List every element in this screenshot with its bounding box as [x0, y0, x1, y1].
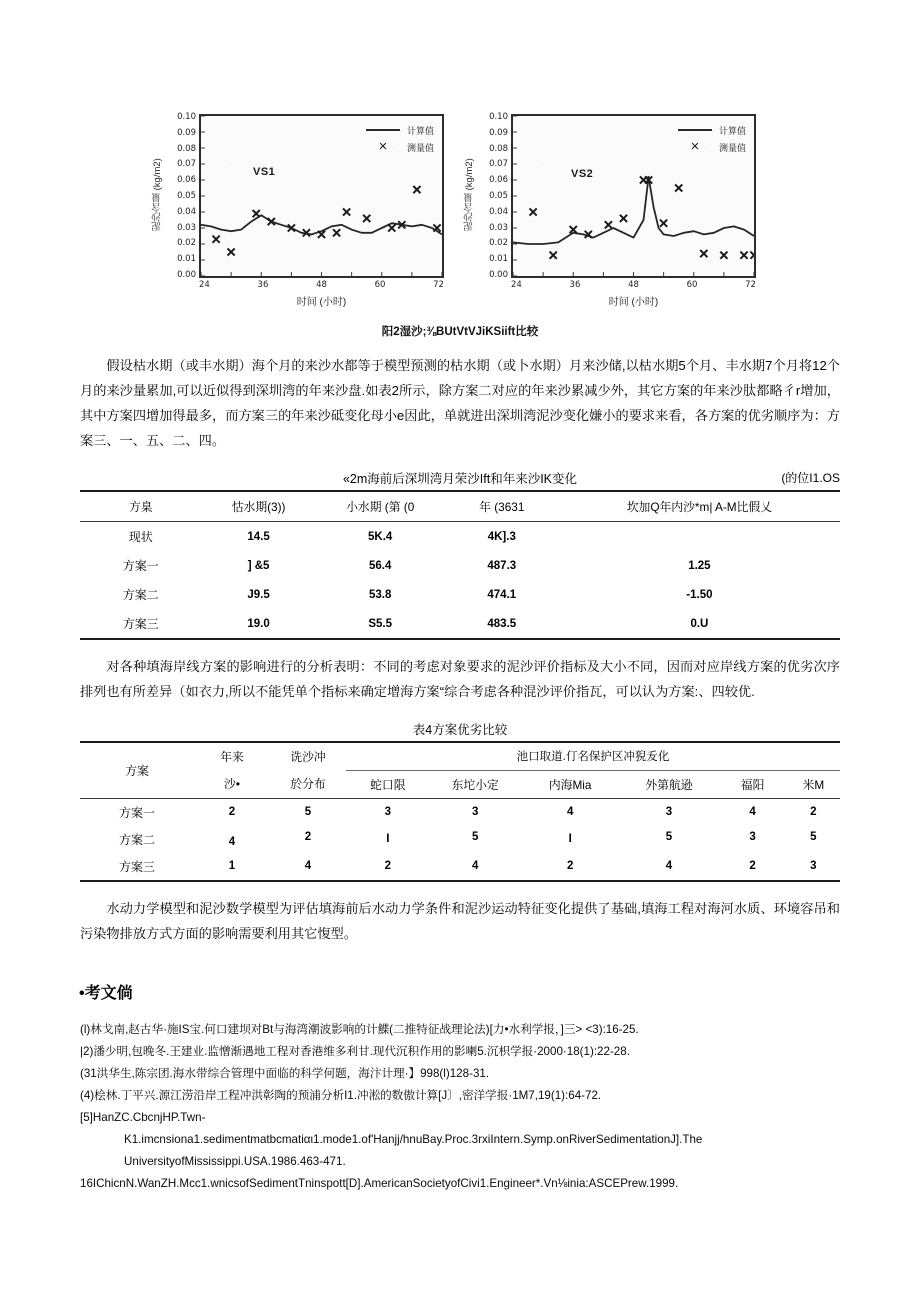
reference-item-continuation: UniversityofMississippi.USA.1986.463-471.: [124, 1154, 346, 1168]
y-tick: 0.03: [177, 222, 196, 233]
table4-row0-c0: 2: [228, 806, 236, 818]
table4-header-row-top: [80, 742, 840, 770]
legend-entry-measured: [678, 141, 746, 153]
table4-body: [80, 798, 840, 881]
table4-title-row: [80, 720, 840, 738]
table2-row3-c0: 19.0: [247, 617, 270, 630]
table4-row1-c0: 4: [228, 835, 236, 848]
chart-vs1-tag: VS1: [253, 166, 276, 178]
table4-row1-c3: 5: [471, 830, 479, 843]
chart-vs2: [466, 110, 766, 315]
y-tick: 0.00: [489, 269, 508, 280]
table4-col-fuyang: 福阳: [740, 777, 765, 792]
table4-group-header: 池口取道.仃名保护区冲猊叐化: [346, 742, 840, 770]
table2-unit: (的位I1.OS: [781, 471, 840, 485]
table2-row0-c3: [559, 522, 840, 552]
table4-row2-scheme: 方案三: [118, 859, 155, 874]
table2-col-change: 坎加Q年内沙*m| A-M比假乂: [626, 500, 773, 514]
legend-label: 计算值: [406, 125, 434, 136]
figure-caption: 阳2湿沙;⅜BUtVtVJiKSiift比较: [381, 326, 539, 338]
x-tick: 36: [569, 280, 581, 290]
table-row: [80, 551, 840, 580]
reference-item: (4)桧林.丁平兴.源江涝沿岸工程冲洪彰陶的预浦分析I1.冲淞的数傲计算[J〕,密洋学报·1M7,19(1):64-72.: [80, 1088, 602, 1102]
table2-col-scheme: 方臬: [128, 500, 153, 514]
table2-row2-c2: 474.1: [487, 588, 517, 601]
y-tick: 0.06: [489, 175, 508, 186]
table4-col-yearsand-bot: 沙•: [224, 777, 240, 792]
x-tick: 60: [374, 280, 386, 290]
table2-col-dry: 怙水期(3)): [231, 500, 286, 514]
table-row: [80, 853, 840, 881]
y-tick: 0.07: [177, 159, 196, 170]
chart-vs1-x-ticks: [199, 280, 444, 290]
chart-vs1-y-axis-label: 泥沙含量 (kg/m2): [152, 158, 163, 232]
table4-row0-c4: 4: [566, 806, 574, 818]
chart-vs1-y-ticks: [166, 112, 196, 280]
table2-row1-c1: 56.4: [368, 559, 392, 572]
table4-row2-c4: 2: [566, 860, 574, 872]
chart-vs2-legend: [678, 124, 746, 158]
table4-row0-c5: 3: [665, 806, 673, 818]
y-tick: 0.05: [177, 190, 196, 201]
legend-entry-calculated: [366, 124, 434, 136]
x-tick: 24: [511, 280, 522, 290]
line-swatch-icon: [678, 129, 712, 131]
table2-row1-c2: 487.3: [487, 559, 517, 572]
y-tick: 0.09: [489, 127, 508, 138]
y-tick: 0.07: [489, 159, 508, 170]
y-tick: 0.01: [489, 254, 508, 265]
y-tick: 0.03: [489, 222, 508, 233]
table4-col-mim: 米M: [802, 777, 825, 792]
chart-vs2-y-axis-label: 泥沙含量 (kg/m2): [464, 158, 475, 232]
table2-title-row: [80, 469, 840, 487]
y-tick: 0.08: [489, 143, 508, 154]
table2-row3-c2: 483.5: [487, 617, 517, 630]
table4-row2-c6: 2: [749, 860, 756, 872]
chart-vs1-plot-area: [199, 114, 444, 278]
table4-row1-c2: I: [386, 833, 390, 845]
table4-row1-c4: I: [568, 833, 572, 845]
y-tick: 0.02: [177, 238, 196, 249]
table4-col-distribution-bot: 於分布: [290, 777, 326, 792]
y-tick: 0.00: [177, 269, 196, 280]
table4-row0-c1: 5: [304, 806, 312, 818]
x-tick: 72: [745, 280, 756, 290]
table2-row2-c3: -1.50: [686, 588, 713, 601]
table2-row2-c1: 53.8: [368, 588, 392, 601]
reference-item-continuation: K1.imcnsiona1.sedimentmatbcmatiαι1.mode1.of'Hanjj/hnuBay.Proc.3rxiIntern.Symp.onRiverSedimentationJ].The: [124, 1132, 703, 1146]
chart-vs2-x-ticks: [511, 280, 756, 290]
x-tick: 48: [628, 280, 639, 290]
y-tick: 0.04: [489, 206, 508, 217]
table2-row3-c1: S5.5: [368, 617, 393, 630]
chart-vs2-plot-area: [511, 114, 756, 278]
table-row: [80, 580, 840, 609]
table4-col-distribution-top: 诜沙冲: [290, 750, 326, 764]
table2-row3-scheme: 方案三: [122, 617, 159, 631]
y-tick: 0.09: [177, 127, 196, 138]
table4-row1-c7: 5: [810, 830, 817, 843]
table4-col-shekou: 蛇口限: [370, 777, 406, 792]
table2: [80, 490, 840, 640]
table4-title: 表4方案优劣比较: [412, 723, 508, 737]
legend-entry-measured: [366, 141, 434, 153]
table2-row0-c2: 4K].3: [487, 530, 516, 543]
chart-vs1: [154, 110, 454, 315]
chart-vs1-x-axis-label: 时间 (小时): [296, 297, 347, 308]
table2-title: «2m海前后深圳湾月荣沙Ift和年来沙IK变化: [342, 472, 578, 486]
table2-row0-scheme: 现状: [128, 530, 153, 544]
chart-vs1-legend: [366, 124, 434, 158]
table4-row2-c1: 4: [304, 860, 312, 872]
table-row: [80, 609, 840, 639]
table4-row0-c7: 2: [810, 806, 817, 818]
table2-row1-c3: 1.25: [688, 559, 711, 572]
paragraph-1: 假设枯水期（或丰水期）海个月的来沙水都等于模型预测的枯水期（或卜水期）月来沙储,以枯水期5个月、丰水期7个月将12个月的来沙量累加,可以近似得到深圳湾的年来沙盘.如表2所示，除方案二对应的年来沙累减少外，其它方案的年来沙肽都略彳r增加，其中方案四增加得最多，而方案三的年来沙砥变化母小e因此，单就进出深圳湾泥沙变化嫌小的要求来看，各方案的优劣顺序为：方案三、一、五、二、四。: [80, 358, 840, 448]
legend-label: 测量值: [718, 142, 746, 153]
table2-row0-c0: 14.5: [247, 530, 270, 543]
chart-vs2-y-ticks: [478, 112, 508, 280]
legend-label: 计算值: [718, 125, 746, 136]
table4-col-dongwan: 东坨小定: [451, 777, 499, 792]
chart-vs2-tag: VS2: [571, 168, 594, 180]
x-tick: 72: [433, 280, 444, 290]
reference-item: |2)潘少明,包晚冬.王建业.监憎渐遇地工程对香港维多利甘.现代沉积作用的影喇5.沉枳学报·2000·18(1):22-28.: [80, 1044, 630, 1058]
table2-header-row: [80, 491, 840, 522]
table4-col-waidi: 外第航逊: [645, 777, 693, 792]
reference-item: (31洪华生,陈宗团.海水带综合管理中面临的科学何题，海汴计理·】998(l)128-31.: [80, 1066, 490, 1080]
table4-row0-scheme: 方案一: [118, 805, 155, 820]
table4: [80, 741, 840, 882]
table4-col-yearsand-top: 年来: [220, 750, 244, 764]
x-tick: 36: [257, 280, 269, 290]
references-heading: •考文倘: [79, 984, 133, 1002]
y-tick: 0.06: [177, 175, 196, 186]
table2-row0-c1: 5K.4: [368, 530, 393, 543]
table4-row1-c5: 5: [665, 830, 673, 843]
x-tick: 48: [316, 280, 327, 290]
paragraph-3: 水动力学模型和泥沙数学模型为评估填海前后水动力学条件和泥沙运动特征变化提供了基础,填海工程对海河水质、环境容吊和污染物排放方式方面的影响需要利用其它愎型。: [80, 900, 840, 941]
table4-col-scheme: 方案: [125, 763, 149, 778]
cross-marker-icon: ✕: [378, 140, 388, 153]
x-tick: 24: [199, 280, 210, 290]
y-tick: 0.02: [489, 238, 508, 249]
table4-row1-scheme: 方案二: [118, 832, 155, 847]
table-row: [80, 798, 840, 826]
cross-marker-icon: ✕: [690, 140, 700, 153]
table4-row2-c3: 4: [471, 860, 479, 872]
figure-block: [80, 0, 840, 315]
table4-row0-c3: 3: [471, 806, 479, 818]
table4-row2-c5: 4: [665, 860, 673, 872]
legend-label: 测量值: [406, 142, 434, 153]
y-tick: 0.10: [177, 112, 196, 122]
table2-col-year: 年 (3631: [479, 500, 525, 514]
y-tick: 0.01: [177, 254, 196, 265]
table2-row1-c0: ] &5: [247, 559, 270, 572]
paragraph-2: 对各种填海岸线方案的影响进行的分析表明：不同的考虑对象要求的泥沙评价指标及大小不同，因而对应岸线方案的优劣次序排列也有所差异（如衣力,所以不能凭单个指标来确定增海方案“综合考虑各种混沙评价指瓦，可以认为方案:、四较优.: [80, 659, 840, 699]
table-row: [80, 826, 840, 853]
x-tick: 60: [686, 280, 698, 290]
reference-item: 16IChicnN.WanZH.Mcc1.wnicsofSedimentTninspott[D].AmericanSocietyofCivi1.Engineer*.Vn⅛inia:ASCEPrew.1999.: [80, 1176, 679, 1190]
y-tick: 0.08: [177, 143, 196, 154]
table2-row3-c3: 0.U: [690, 617, 709, 630]
table4-row0-c2: 3: [384, 806, 391, 818]
references-list: [80, 1019, 840, 1195]
table2-col-wet: 小水期 (第 (0: [346, 500, 415, 514]
table4-row2-c2: 2: [384, 860, 391, 872]
table2-row2-c0: J9.5: [247, 588, 270, 601]
table2-row2-scheme: 方案二: [122, 588, 159, 602]
table4-row1-c1: 2: [304, 830, 312, 843]
reference-item: [5]HanZC.CbcnjHP.Twn-: [80, 1110, 206, 1124]
line-swatch-icon: [366, 129, 400, 131]
reference-item: (l)林戈南,赵古华·施IS宝.何口建坝对Bt与海湾潮波影响的计鰈(二推特征战理论法)[力•水利学报，]三> <3):16-25.: [80, 1022, 639, 1036]
chart-vs2-x-axis-label: 时间 (小时): [608, 297, 659, 308]
table2-row1-scheme: 方案一: [122, 559, 159, 573]
y-tick: 0.04: [177, 206, 196, 217]
table2-body: [80, 522, 840, 640]
table4-header-row-bottom: [80, 770, 840, 798]
table4-row2-c0: 1: [228, 860, 236, 872]
table4-row1-c6: 3: [749, 830, 756, 843]
y-tick: 0.05: [489, 190, 508, 201]
y-tick: 0.10: [489, 112, 508, 122]
table-row: [80, 522, 840, 552]
table4-row0-c6: 4: [749, 806, 756, 818]
table4-row2-c7: 3: [810, 860, 817, 872]
legend-entry-calculated: [678, 124, 746, 136]
table4-col-neihai: 内海Mia: [548, 777, 592, 792]
